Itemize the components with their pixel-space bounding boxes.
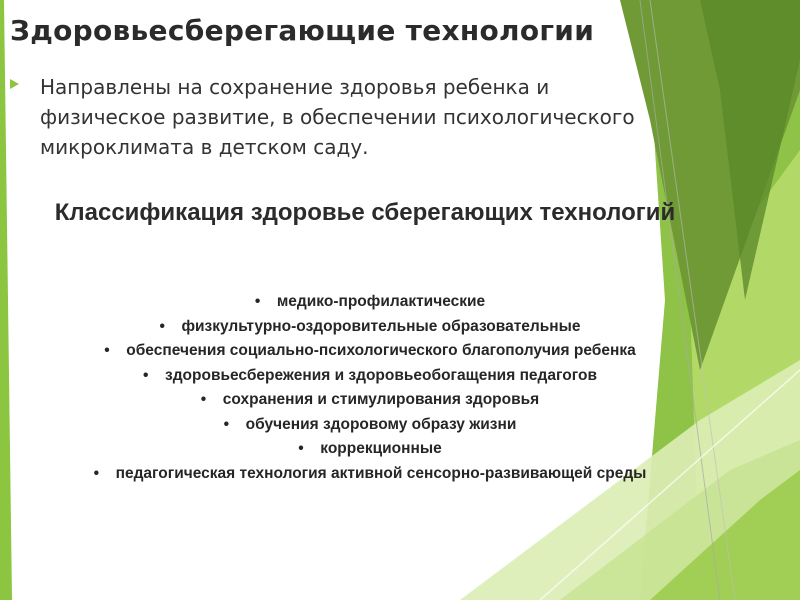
- list-item-text: педагогическая технология активной сенсорно-развивающей среды: [115, 464, 647, 482]
- list-item: [50, 413, 690, 438]
- bullet-icon: •: [200, 391, 207, 408]
- list-item-text: здоровьесбережения и здоровьеобогащения педагогов: [165, 366, 597, 384]
- classification-title: Классификация здоровье сберегающих технологий: [54, 199, 676, 226]
- list-item: [50, 437, 690, 462]
- intro-text: Направлены на сохранение здоровья ребенка и физическое развитие, в обеспечении психологического микроклимата в детском саду.: [40, 75, 635, 159]
- bullet-icon: •: [93, 464, 100, 482]
- bullet-icon: •: [143, 366, 149, 384]
- list-item-text: обучения здоровому образу жизни: [245, 415, 517, 433]
- bullet-icon: •: [159, 317, 165, 335]
- bullet-icon: •: [254, 293, 261, 310]
- list-item: [50, 290, 690, 315]
- list-item-text: сохранения и стимулирования здоровья: [222, 391, 540, 408]
- bullet-icon: •: [104, 342, 110, 359]
- arrow-bullet-icon: [10, 79, 19, 89]
- bullet-icon: •: [223, 415, 230, 433]
- list-item-text: обеспечения социально-психологического благополучия ребенка: [126, 342, 636, 359]
- bullet-icon: •: [298, 440, 304, 457]
- list-item: [50, 339, 690, 364]
- slide-title: Здоровьесберегающие технологии: [10, 14, 595, 47]
- list-item-text: физкультурно-оздоровительные образовательные: [181, 317, 581, 335]
- list-item: [50, 388, 690, 413]
- list-item: [50, 364, 690, 389]
- classification-list: [50, 290, 690, 486]
- list-item-text: коррекционные: [320, 440, 442, 457]
- left-accent-shape: [0, 0, 12, 600]
- list-item: [50, 315, 690, 340]
- list-item: [50, 462, 690, 487]
- list-item-text: медико-профилактические: [276, 293, 486, 310]
